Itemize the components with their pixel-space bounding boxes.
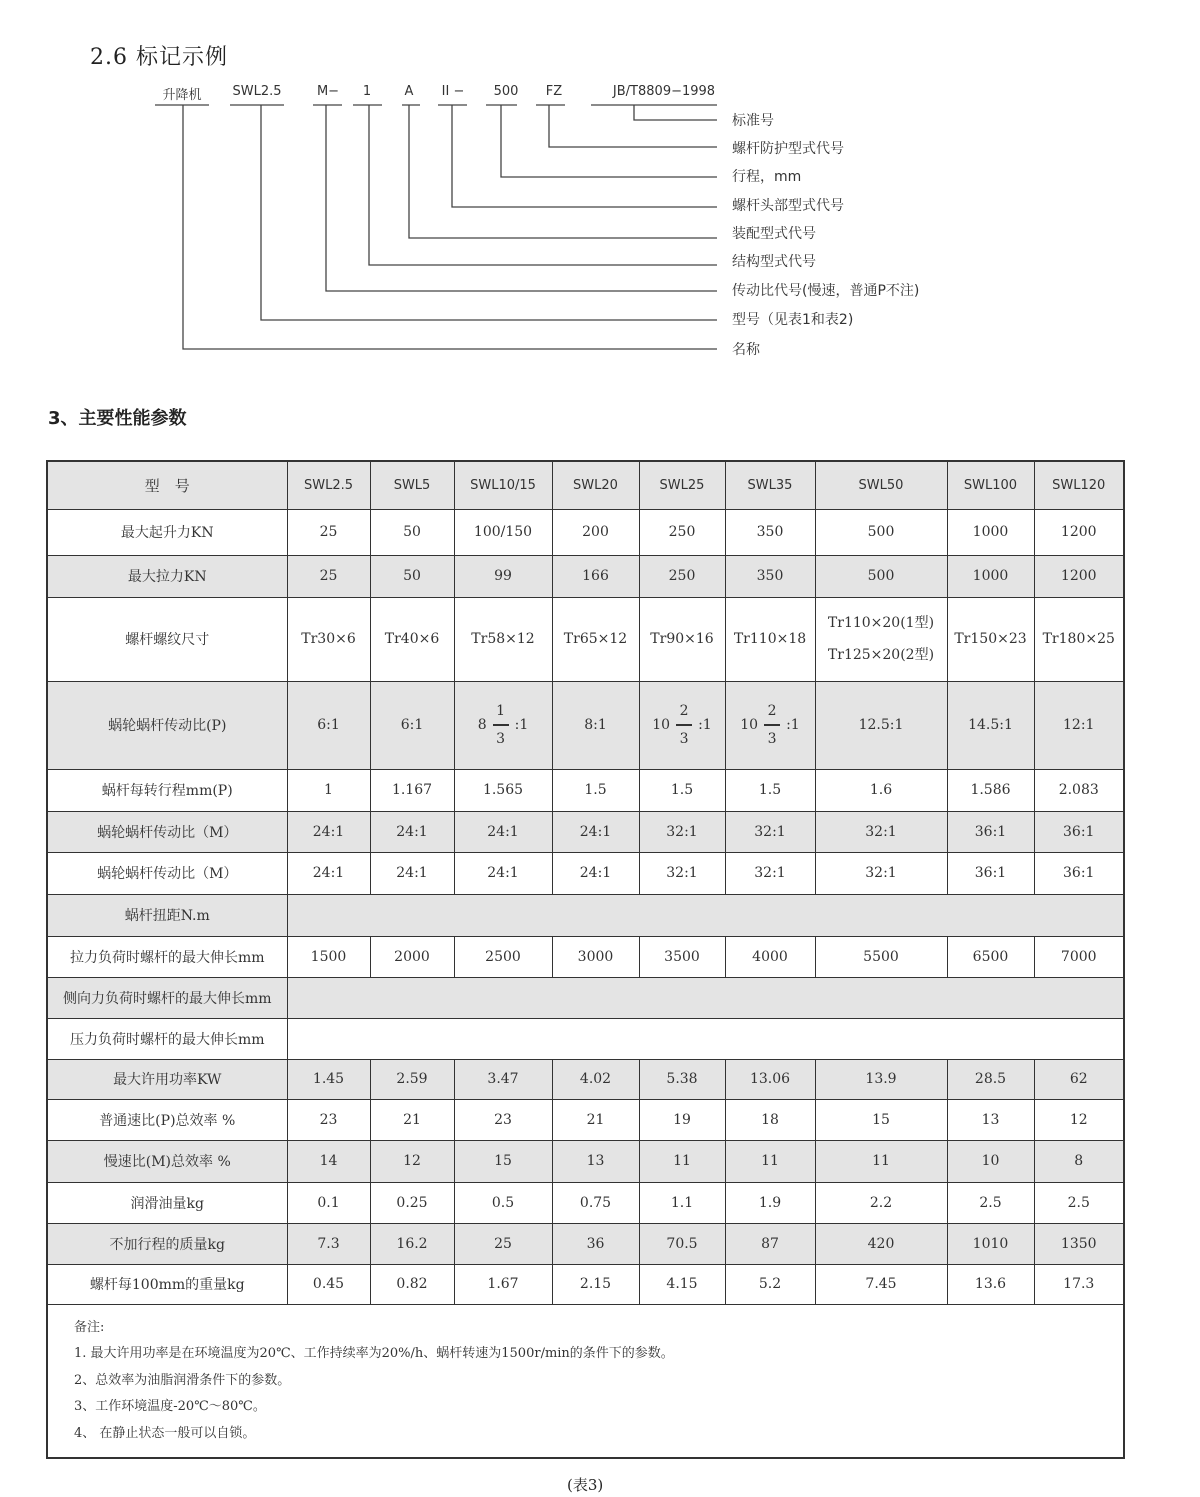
value-cell: 5500: [815, 936, 947, 977]
row-label: 最大拉力KN: [47, 555, 287, 597]
value-cell: 2.15: [552, 1264, 639, 1304]
fraction-whole: 8: [477, 717, 487, 733]
row-label: 蜗杆每转行程mm(P): [47, 769, 287, 811]
leader-standard: [634, 105, 717, 120]
model-header: SWL25: [639, 461, 725, 509]
value-cell: 24:1: [370, 811, 454, 852]
value-cell: 28.5: [947, 1059, 1034, 1099]
mixed-fraction: [740, 698, 799, 752]
table-row: [47, 681, 1124, 769]
value-cell: 12: [370, 1140, 454, 1182]
value-cell: 350: [725, 555, 815, 597]
value-cell: 7.45: [815, 1264, 947, 1304]
value-cell: 1.45: [287, 1059, 370, 1099]
value-cell: 166: [552, 555, 639, 597]
value-cell: 24:1: [552, 852, 639, 894]
model-header: SWL35: [725, 461, 815, 509]
value-cell: 25: [454, 1223, 552, 1264]
model-header: SWL100: [947, 461, 1034, 509]
fraction: [676, 698, 692, 752]
label-protection: 螺杆防护型式代号: [732, 141, 844, 157]
model-header: SWL50: [815, 461, 947, 509]
row-label: 慢速比(M)总效率 %: [47, 1140, 287, 1182]
value-cell: 32:1: [725, 852, 815, 894]
code-stroke: 500: [493, 84, 519, 99]
value-cell: 350: [725, 509, 815, 555]
value-cell: 32:1: [639, 811, 725, 852]
value-cell: 11: [725, 1140, 815, 1182]
value-cell: Tr40×6: [370, 597, 454, 681]
leader-protection: [549, 105, 717, 147]
value-cell: 8:1: [552, 681, 639, 769]
value-cell: 1200: [1034, 509, 1124, 555]
value-cell: 1.167: [370, 769, 454, 811]
note-item: 2、总效率为油脂润滑条件下的参数。: [74, 1372, 291, 1388]
value-cell: 1.5: [725, 769, 815, 811]
value-cell: 8: [1034, 1140, 1124, 1182]
table-row: [47, 1223, 1124, 1264]
value-cell: 11: [639, 1140, 725, 1182]
notes-title: 备注:: [74, 1319, 105, 1335]
value-cell: Tr58×12: [454, 597, 552, 681]
note-item: 1. 最大许用功率是在环境温度为20℃、工作持续率为20%/h、蜗杆转速为1500r/min的条件下的参数。: [74, 1346, 674, 1361]
value-cell: 13: [552, 1140, 639, 1182]
value-cell: 4.02: [552, 1059, 639, 1099]
value-cell: 0.25: [370, 1182, 454, 1223]
fraction-suffix: :1: [786, 717, 800, 733]
value-cell: 2.59: [370, 1059, 454, 1099]
row-label: 最大许用功率KW: [47, 1059, 287, 1099]
value-cell: 1500: [287, 936, 370, 977]
value-cell: 50: [370, 555, 454, 597]
table-row: [47, 894, 1124, 936]
value-cell: 1.5: [552, 769, 639, 811]
fraction-denominator: 3: [767, 731, 777, 747]
value-cell: 0.45: [287, 1264, 370, 1304]
leader-ratio: [326, 105, 717, 291]
value-cell: 4000: [725, 936, 815, 977]
value-cell: 3000: [552, 936, 639, 977]
value-cell: [454, 681, 552, 769]
code-protection: FZ: [545, 84, 563, 99]
row-label: 拉力负荷时螺杆的最大伸长mm: [47, 936, 287, 977]
value-cell: 62: [1034, 1059, 1124, 1099]
value-cell: 32:1: [815, 811, 947, 852]
value-cell: [725, 681, 815, 769]
row-label: 蜗轮蜗杆传动比（M）: [47, 852, 287, 894]
model-header: SWL120: [1034, 461, 1124, 509]
value-cell: 36:1: [1034, 811, 1124, 852]
row-label: 螺杆每100mm的重量kg: [47, 1264, 287, 1304]
value-cell: 19: [639, 1099, 725, 1140]
value-cell: 6:1: [370, 681, 454, 769]
table-row: [47, 597, 1124, 681]
value-cell: 2500: [454, 936, 552, 977]
value-cell: 87: [725, 1223, 815, 1264]
row-label: 蜗轮蜗杆传动比(P): [47, 681, 287, 769]
code-standard: JB/T8809−1998: [612, 84, 716, 99]
value-cell: 17.3: [1034, 1264, 1124, 1304]
table-row: [47, 1264, 1124, 1304]
model-header: SWL20: [552, 461, 639, 509]
table-row: [47, 1059, 1124, 1099]
value-cell: 15: [815, 1099, 947, 1140]
table-row: [47, 936, 1124, 977]
label-name: 名称: [732, 342, 760, 358]
fraction-whole: 10: [652, 717, 671, 733]
value-cell: 1.67: [454, 1264, 552, 1304]
fraction-suffix: :1: [514, 717, 529, 733]
value-cell: 13.6: [947, 1264, 1034, 1304]
label-head: 螺杆头部型式代号: [732, 198, 844, 214]
value-cell: 1.586: [947, 769, 1034, 811]
code-head: II −: [441, 84, 465, 99]
row-label: 蜗杆扭距N.m: [47, 894, 287, 936]
fraction-denominator: 3: [679, 731, 689, 747]
value-cell: 23: [287, 1099, 370, 1140]
value-cell: 2.2: [815, 1182, 947, 1223]
value-cell: 500: [815, 555, 947, 597]
value-cell: Tr110×18: [725, 597, 815, 681]
table-row: [47, 977, 1124, 1018]
value-cell: 0.82: [370, 1264, 454, 1304]
value-cell: 50: [370, 509, 454, 555]
value-cell: 36:1: [1034, 852, 1124, 894]
value-cell: 0.1: [287, 1182, 370, 1223]
value-cell: 13.9: [815, 1059, 947, 1099]
performance-table: [46, 460, 1125, 1459]
value-cell: Tr90×16: [639, 597, 725, 681]
table-row: [47, 1140, 1124, 1182]
value-cell: 6500: [947, 936, 1034, 977]
empty-value-cell: [287, 894, 1124, 936]
value-cell: 1350: [1034, 1223, 1124, 1264]
value-cell: 24:1: [287, 852, 370, 894]
value-cell: 7000: [1034, 936, 1124, 977]
value-cell: 500: [815, 509, 947, 555]
value-cell: 420: [815, 1223, 947, 1264]
value-cell: 2000: [370, 936, 454, 977]
note-item: 3、工作环境温度-20℃～80℃。: [74, 1399, 266, 1414]
fraction-whole: 10: [740, 717, 759, 733]
value-cell: 32:1: [815, 852, 947, 894]
value-cell: 25: [287, 509, 370, 555]
value-cell: 14: [287, 1140, 370, 1182]
table-row: [47, 555, 1124, 597]
value-cell: 15: [454, 1140, 552, 1182]
value-cell: Tr30×6: [287, 597, 370, 681]
value-cell: Tr180×25: [1034, 597, 1124, 681]
table-row: [47, 811, 1124, 852]
label-model: 型号（见表1和表2): [732, 312, 854, 328]
row-label: 润滑油量kg: [47, 1182, 287, 1223]
thread-size-type2: Tr125×20(2型): [827, 647, 935, 663]
fraction: [493, 698, 509, 752]
section-2-6-title: 2.6 标记示例: [90, 45, 228, 70]
value-cell: 24:1: [454, 811, 552, 852]
value-cell: 23: [454, 1099, 552, 1140]
value-cell: 70.5: [639, 1223, 725, 1264]
value-cell: 1: [287, 769, 370, 811]
fraction-numerator: 1: [496, 703, 506, 719]
value-cell: 1200: [1034, 555, 1124, 597]
fraction-numerator: 2: [679, 703, 689, 719]
value-cell: 36: [552, 1223, 639, 1264]
value-cell: 24:1: [552, 811, 639, 852]
value-cell: 4.15: [639, 1264, 725, 1304]
value-cell: 1.1: [639, 1182, 725, 1223]
code-name: 升降机: [162, 88, 202, 103]
value-cell: [639, 681, 725, 769]
label-stroke: 行程，mm: [732, 169, 802, 185]
value-cell: 2.083: [1034, 769, 1124, 811]
value-cell: 6:1: [287, 681, 370, 769]
row-label: 侧向力负荷时螺杆的最大伸长mm: [47, 977, 287, 1018]
value-cell: 14.5:1: [947, 681, 1034, 769]
section-3-title: 3、主要性能参数: [48, 408, 187, 429]
value-cell: 13.06: [725, 1059, 815, 1099]
value-cell: 1.5: [639, 769, 725, 811]
value-cell: 10: [947, 1140, 1034, 1182]
value-cell: 13: [947, 1099, 1034, 1140]
value-cell: 32:1: [639, 852, 725, 894]
value-cell: 0.75: [552, 1182, 639, 1223]
code-structure: 1: [362, 84, 372, 99]
value-cell: 1000: [947, 509, 1034, 555]
value-cell: 24:1: [287, 811, 370, 852]
value-cell: 36:1: [947, 852, 1034, 894]
value-cell: 7.3: [287, 1223, 370, 1264]
value-cell: 250: [639, 509, 725, 555]
value-cell: 2.5: [947, 1182, 1034, 1223]
header-label: 型 号: [47, 461, 287, 509]
table-row: [47, 1099, 1124, 1140]
fraction-suffix: :1: [698, 717, 712, 733]
mixed-fraction: [478, 698, 529, 752]
value-cell: 18: [725, 1099, 815, 1140]
value-cell: 200: [552, 509, 639, 555]
value-cell: 11: [815, 1140, 947, 1182]
value-cell: Tr65×12: [552, 597, 639, 681]
value-cell: 21: [370, 1099, 454, 1140]
table-row: [47, 1018, 1124, 1059]
header-row: [47, 461, 1124, 509]
value-cell: 12: [1034, 1099, 1124, 1140]
value-cell: 25: [287, 555, 370, 597]
notes-row: [47, 1304, 1124, 1458]
value-cell: 250: [639, 555, 725, 597]
value-cell: 1.565: [454, 769, 552, 811]
table-row: [47, 769, 1124, 811]
value-cell: 12.5:1: [815, 681, 947, 769]
fraction-numerator: 2: [767, 703, 777, 719]
table-row: [47, 509, 1124, 555]
empty-value-cell: [287, 1018, 1124, 1059]
code-assembly: A: [404, 84, 414, 99]
value-cell: 99: [454, 555, 552, 597]
value-cell: 1.6: [815, 769, 947, 811]
leader-model: [261, 105, 717, 320]
row-label: 螺杆螺纹尺寸: [47, 597, 287, 681]
value-cell: 21: [552, 1099, 639, 1140]
label-assembly: 装配型式代号: [732, 226, 816, 242]
value-cell: 5.2: [725, 1264, 815, 1304]
thread-size-type1: Tr110×20(1型): [827, 615, 935, 631]
value-cell: 32:1: [725, 811, 815, 852]
row-label: 压力负荷时螺杆的最大伸长mm: [47, 1018, 287, 1059]
empty-value-cell: [287, 977, 1124, 1018]
code-ratio: M−: [316, 84, 340, 99]
leader-structure: [369, 105, 717, 265]
row-label: 蜗轮蜗杆传动比（M）: [47, 811, 287, 852]
code-model: SWL2.5: [232, 84, 282, 99]
model-header: SWL2.5: [287, 461, 370, 509]
value-cell: 0.5: [454, 1182, 552, 1223]
table-row: [47, 1182, 1124, 1223]
value-cell: 12:1: [1034, 681, 1124, 769]
row-label: 普通速比(P)总效率 %: [47, 1099, 287, 1140]
leader-stroke: [501, 105, 717, 177]
leader-assembly: [409, 105, 717, 238]
fraction-denominator: 3: [496, 731, 506, 747]
leader-name: [183, 105, 717, 349]
label-standard: 标准号: [732, 113, 774, 129]
value-cell: Tr150×23: [947, 597, 1034, 681]
table-row: [47, 852, 1124, 894]
value-cell: 16.2: [370, 1223, 454, 1264]
row-label: 不加行程的质量kg: [47, 1223, 287, 1264]
value-cell: 100/150: [454, 509, 552, 555]
label-ratio: 传动比代号(慢速，普通P不注): [732, 283, 920, 299]
value-cell: 1010: [947, 1223, 1034, 1264]
notes-cell: [47, 1304, 1124, 1458]
marking-diagram: [0, 0, 1200, 380]
model-header: SWL10/15: [454, 461, 552, 509]
value-cell: 24:1: [454, 852, 552, 894]
value-cell: 1.9: [725, 1182, 815, 1223]
value-cell: 2.5: [1034, 1182, 1124, 1223]
table-caption: (表3): [567, 1476, 604, 1494]
note-item: 4、 在静止状态一般可以自锁。: [74, 1425, 256, 1441]
value-cell: 3.47: [454, 1059, 552, 1099]
value-cell: 24:1: [370, 852, 454, 894]
mixed-fraction: [652, 698, 711, 752]
model-header: SWL5: [370, 461, 454, 509]
label-structure: 结构型式代号: [732, 254, 816, 270]
fraction: [764, 698, 780, 752]
row-label: 最大起升力KN: [47, 509, 287, 555]
value-cell: 1000: [947, 555, 1034, 597]
value-cell: 5.38: [639, 1059, 725, 1099]
value-cell: [815, 597, 947, 681]
value-cell: 36:1: [947, 811, 1034, 852]
value-cell: 3500: [639, 936, 725, 977]
